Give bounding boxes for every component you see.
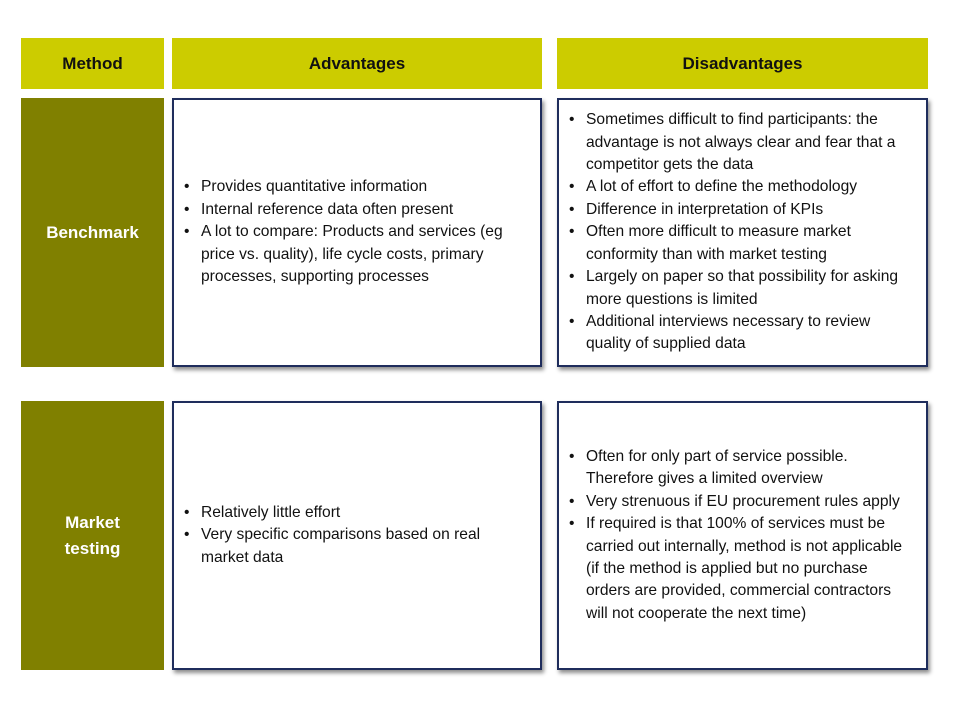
list-item: • Additional interviews necessary to review quality of supplied data [569, 311, 916, 356]
list-item: • Very strenuous if EU procurement rules apply [569, 491, 916, 513]
advantages-box-market-testing [172, 401, 542, 670]
header-advantages-label: Advantages [308, 53, 406, 73]
disadvantages-list [559, 446, 926, 625]
advantages-list [174, 502, 540, 569]
list-item: • If required is that 100% of services must be carried out internally, method is not applicable (if the method is applied but no purchase orders are provided, commercial contractors will not cooperate the next time) [569, 513, 916, 625]
method-label: Benchmark [46, 222, 139, 242]
method-cell-benchmark [21, 98, 164, 367]
advantages-list [174, 176, 540, 288]
list-item: • Provides quantitative information [184, 176, 530, 198]
list-item: • A lot to compare: Products and services (eg price vs. quality), life cycle costs, primary processes, supporting processes [184, 221, 530, 288]
header-advantages [172, 38, 542, 89]
disadvantages-box-market-testing [557, 401, 928, 670]
list-item: • Internal reference data often present [184, 199, 530, 221]
list-item: • Often more difficult to measure market conformity than with market testing [569, 221, 916, 266]
header-disadvantages [557, 38, 928, 89]
header-method [21, 38, 164, 89]
list-item: • Often for only part of service possible. Therefore gives a limited overview [569, 446, 916, 491]
list-item: • A lot of effort to define the methodology [569, 176, 916, 198]
advantages-box-benchmark [172, 98, 542, 367]
method-label: Market testing [64, 512, 121, 558]
header-method-label: Method [62, 53, 123, 73]
disadvantages-list [559, 109, 926, 355]
list-item: • Sometimes difficult to find participants: the advantage is not always clear and fear that a competitor gets the data [569, 109, 916, 176]
list-item: • Largely on paper so that possibility for asking more questions is limited [569, 266, 916, 311]
list-item: • Relatively little effort [184, 502, 530, 524]
disadvantages-box-benchmark [557, 98, 928, 367]
list-item: • Difference in interpretation of KPIs [569, 199, 916, 221]
list-item: • Very specific comparisons based on real market data [184, 524, 530, 569]
method-cell-market-testing [21, 401, 164, 670]
header-disadvantages-label: Disadvantages [682, 53, 803, 73]
